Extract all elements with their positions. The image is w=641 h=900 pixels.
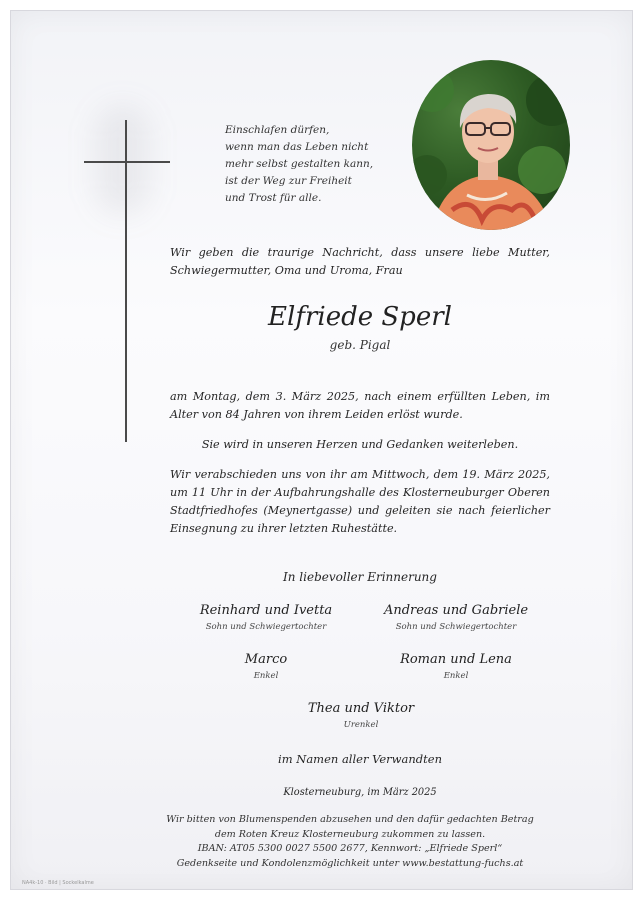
footer-line: Gedenkseite und Kondolenzmöglichkeit unter www.bestattung-fuchs.at xyxy=(176,857,524,869)
mourner-entry xyxy=(356,652,556,681)
mourner-entry xyxy=(166,603,366,632)
mourner-relation: Enkel xyxy=(253,671,279,681)
footer-line: dem Roten Kreuz Klosterneuburg zukommen zu lassen. xyxy=(214,828,486,840)
mourner-name: Reinhard und Ivetta xyxy=(199,603,333,618)
funeral-info: Wir verabschieden uns von ihr am Mittwoch, dem 19. März 2025, um 11 Uhr in der Aufbahrungshalle des Klosterneuburger Oberen Stadtfriedhofes (Meynertgasse) und geleiten sie nach feierlicher Einsegnung zu ihrer letzten Ruhestätte. xyxy=(170,468,550,535)
mourner-relation: Urenkel xyxy=(343,720,379,730)
mourner-name: Thea und Viktor xyxy=(307,701,415,716)
birth-name: geb. Pigal xyxy=(329,338,391,352)
deceased-name: Elfriede Sperl xyxy=(268,302,452,332)
mourner-relation: Sohn und Schwiegertochter xyxy=(395,622,517,632)
footer-notice xyxy=(140,813,560,871)
relatives-line: im Namen aller Verwandten xyxy=(278,752,442,766)
place-date: Klosterneuburg, im März 2025 xyxy=(283,787,437,798)
mourner-entry xyxy=(356,603,556,632)
mourner-relation: Enkel xyxy=(443,671,469,681)
poem-line: und Trost für alle. xyxy=(225,192,322,204)
cross-shadow xyxy=(95,105,150,215)
memory-line: Sie wird in unseren Herzen und Gedanken weiterleben. xyxy=(201,438,519,451)
cross-icon-bar xyxy=(84,161,170,163)
portrait-photo xyxy=(412,60,570,230)
mourner-name: Marco xyxy=(244,652,288,667)
poem-line: mehr selbst gestalten kann, xyxy=(225,158,374,170)
mourner-name: Andreas und Gabriele xyxy=(383,603,529,618)
death-notice: am Montag, dem 3. März 2025, nach einem erfüllten Leben, im Alter von 84 Jahren von ihrem Leiden erlöst wurde. xyxy=(170,390,550,421)
footer-line: Wir bitten von Blumenspenden abzusehen und den dafür gedachten Betrag xyxy=(166,814,534,825)
mourner-entry xyxy=(166,652,366,681)
poem-line: Einschlafen dürfen, xyxy=(225,124,330,136)
print-mark: NA4k-10 · Bild | Sockelkalme xyxy=(22,880,94,886)
remembrance-heading: In liebevoller Erinnerung xyxy=(283,570,437,584)
cross-icon xyxy=(125,120,127,442)
mourner-relation: Sohn und Schwiegertochter xyxy=(205,622,327,632)
mourner-entry xyxy=(261,701,461,730)
poem-line: ist der Weg zur Freiheit xyxy=(225,175,352,187)
intro-text: Wir geben die traurige Nachricht, dass unsere liebe Mutter, Schwiegermutter, Oma und Uroma, Frau xyxy=(170,246,550,277)
mourner-name: Roman und Lena xyxy=(400,652,512,667)
footer-line: IBAN: AT05 5300 0027 5500 2677, Kennwort: „Elfriede Sperl“ xyxy=(197,843,503,854)
poem xyxy=(225,122,415,207)
poem-line: wenn man das Leben nicht xyxy=(225,141,369,153)
